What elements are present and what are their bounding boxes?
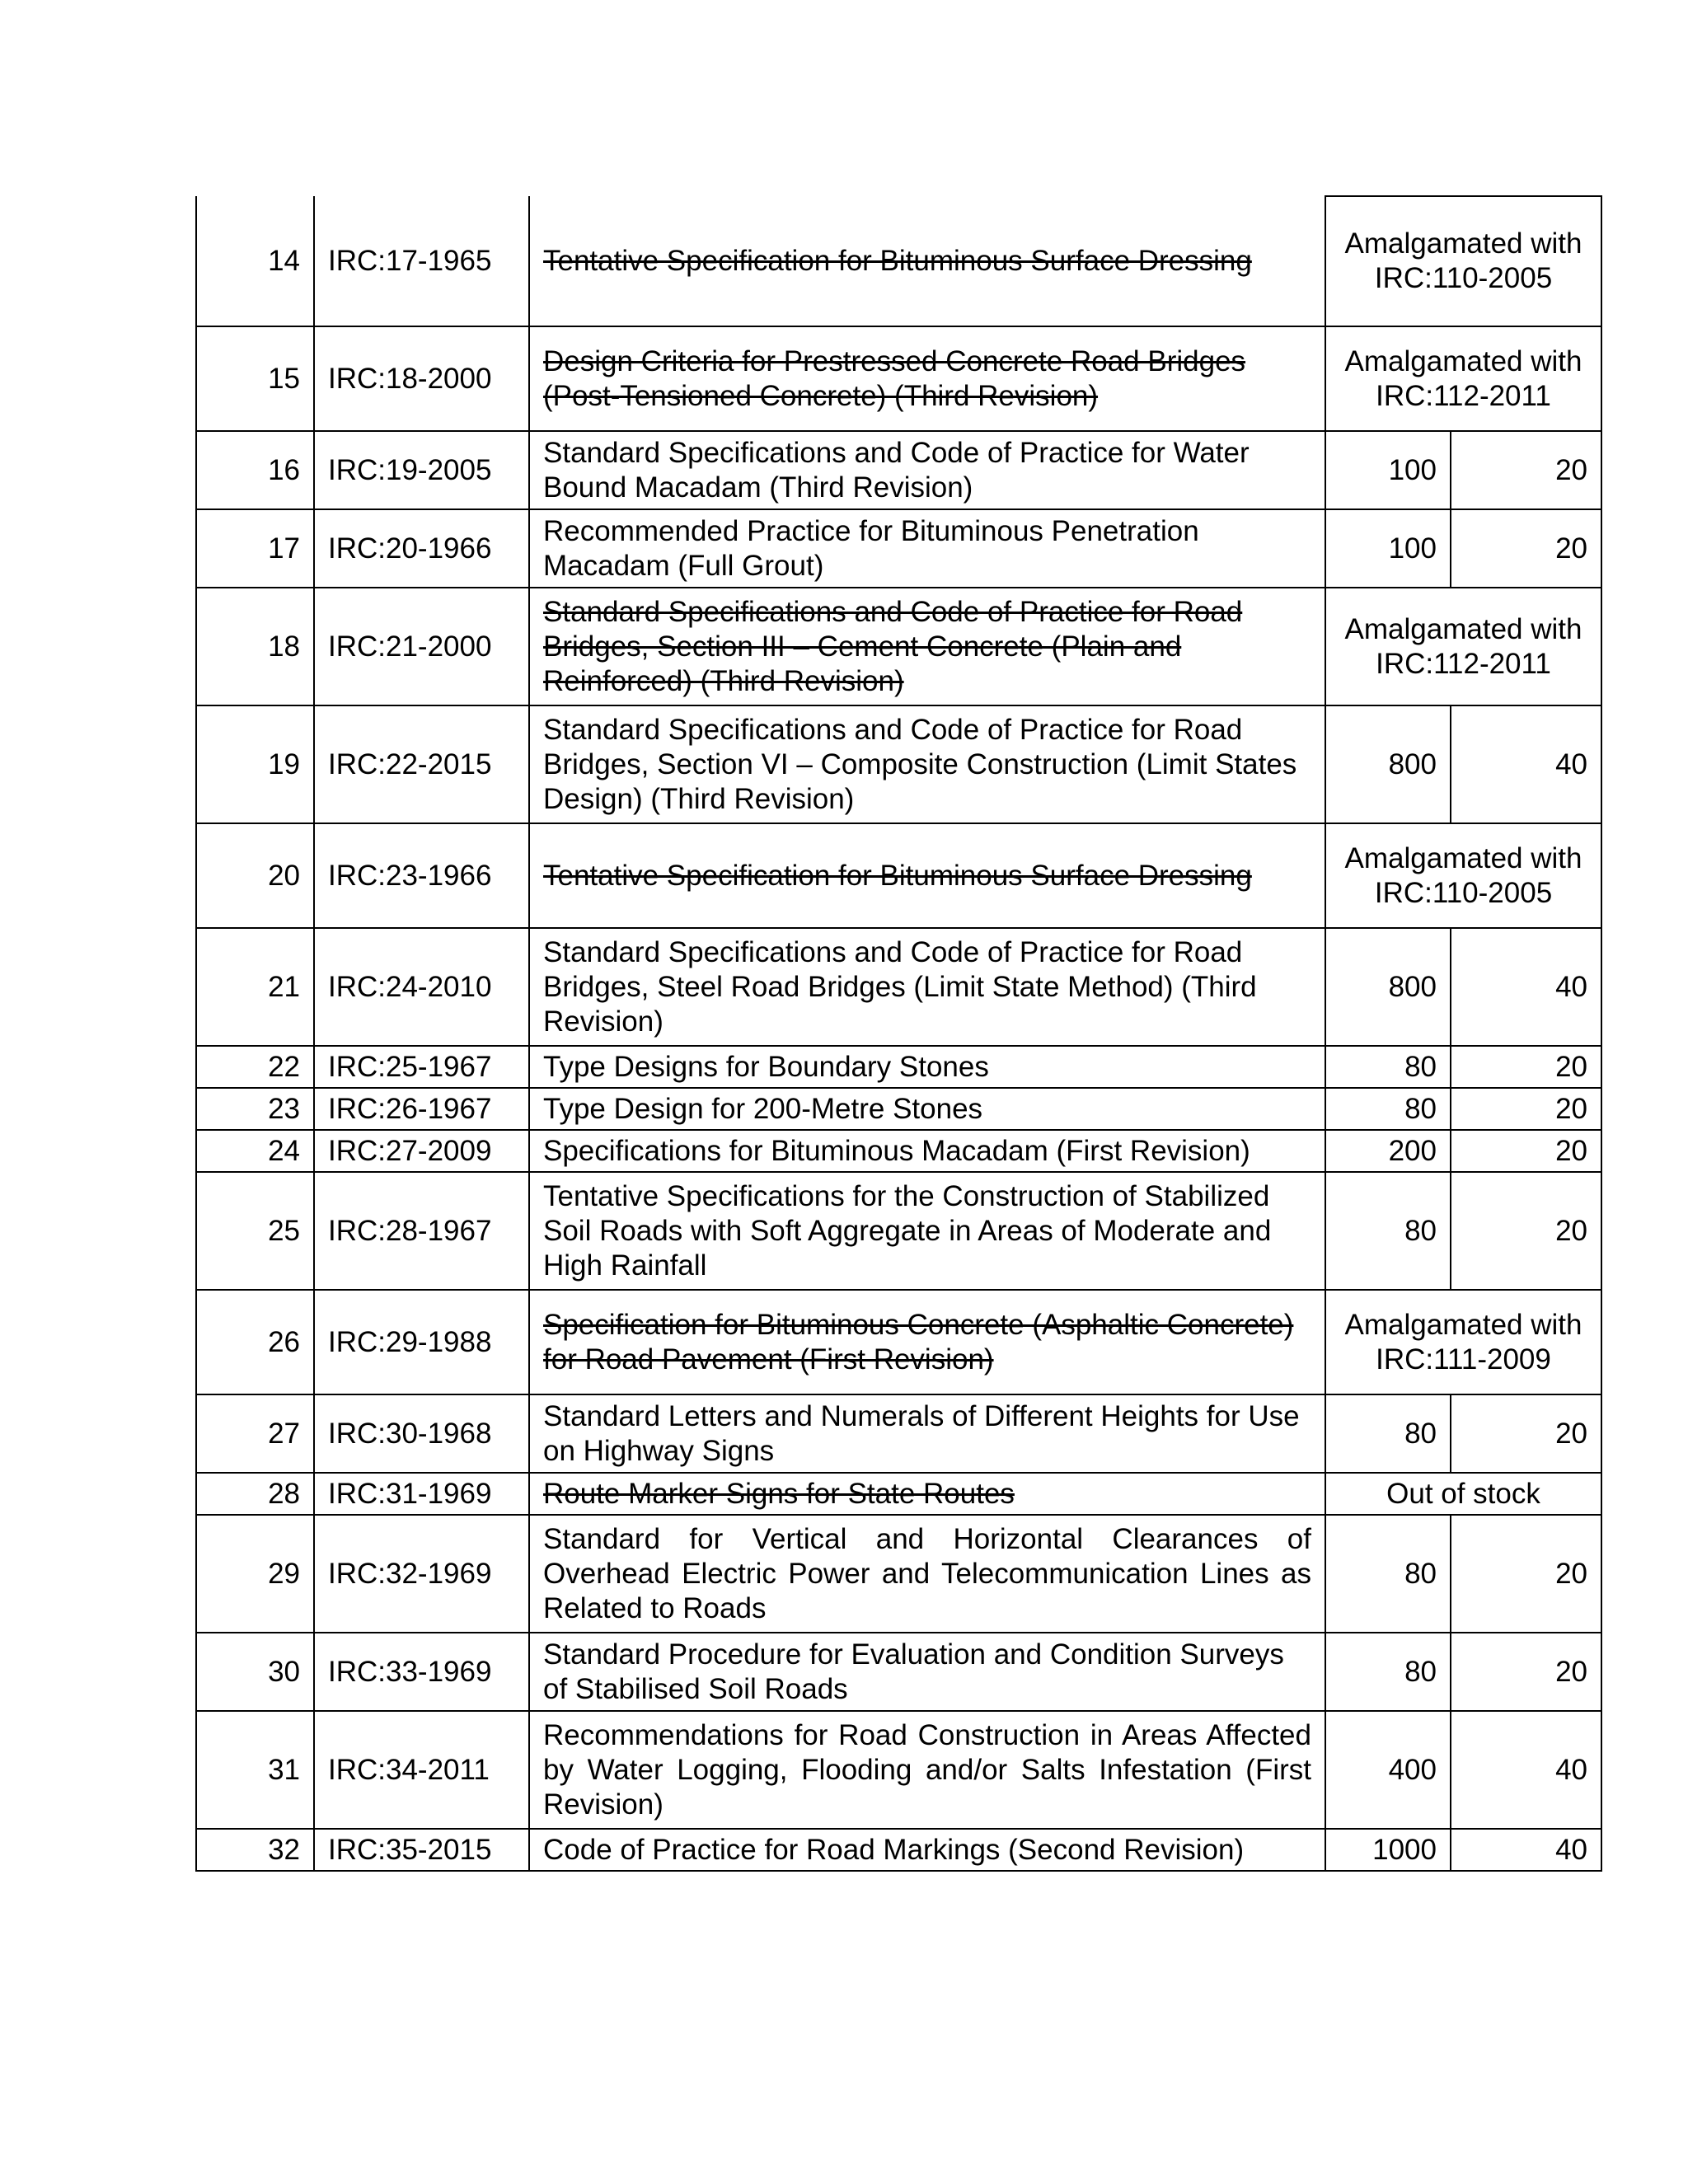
irc-code: IRC:31-1969 [314, 1473, 529, 1515]
publication-title: Recommendations for Road Construction in Areas Affected by Water Logging, Flooding and/or Salts Infestation (First Revision) [529, 1711, 1325, 1829]
postage-cell: 40 [1451, 1711, 1601, 1829]
irc-code: IRC:21-2000 [314, 588, 529, 705]
serial-number: 20 [196, 823, 314, 928]
postage-cell: 20 [1451, 431, 1601, 509]
publication-title: Design Criteria for Prestressed Concrete Road Bridges (Post-Tensioned Concrete) (Third Revision) [529, 326, 1325, 431]
postage-cell: 20 [1451, 1394, 1601, 1473]
serial-number: 31 [196, 1711, 314, 1829]
price-cell: 800 [1325, 928, 1451, 1046]
publication-title: Route Marker Signs for State Routes [529, 1473, 1325, 1515]
table-row [196, 509, 1601, 588]
price-cell: 100 [1325, 431, 1451, 509]
serial-number: 17 [196, 509, 314, 588]
table-row [196, 705, 1601, 823]
serial-number: 16 [196, 431, 314, 509]
table-row [196, 1829, 1601, 1871]
price-cell: 80 [1325, 1515, 1451, 1633]
publication-title: Standard Procedure for Evaluation and Condition Surveys of Stabilised Soil Roads [529, 1633, 1325, 1711]
price-cell: 1000 [1325, 1829, 1451, 1871]
irc-code: IRC:35-2015 [314, 1829, 529, 1871]
publications-table [195, 195, 1602, 1872]
table-row [196, 823, 1601, 928]
postage-cell: 20 [1451, 1130, 1601, 1172]
serial-number: 25 [196, 1172, 314, 1290]
irc-code: IRC:34-2011 [314, 1711, 529, 1829]
postage-cell: 20 [1451, 1515, 1601, 1633]
table-row [196, 196, 1601, 326]
table-row [196, 326, 1601, 431]
irc-code: IRC:32-1969 [314, 1515, 529, 1633]
publication-title: Tentative Specification for Bituminous Surface Dressing [529, 823, 1325, 928]
irc-code: IRC:30-1968 [314, 1394, 529, 1473]
table-row [196, 1130, 1601, 1172]
irc-code: IRC:22-2015 [314, 705, 529, 823]
serial-number: 22 [196, 1046, 314, 1088]
publication-title: Standard for Vertical and Horizontal Clearances of Overhead Electric Power and Telecommunication Lines as Related to Roads [529, 1515, 1325, 1633]
table-row [196, 1515, 1601, 1633]
serial-number: 18 [196, 588, 314, 705]
publication-title: Type Designs for Boundary Stones [529, 1046, 1325, 1088]
serial-number: 28 [196, 1473, 314, 1515]
table-row [196, 1394, 1601, 1473]
serial-number: 19 [196, 705, 314, 823]
irc-code: IRC:28-1967 [314, 1172, 529, 1290]
irc-code: IRC:20-1966 [314, 509, 529, 588]
serial-number: 26 [196, 1290, 314, 1394]
publication-title: Standard Letters and Numerals of Different Heights for Use on Highway Signs [529, 1394, 1325, 1473]
publication-title: Tentative Specifications for the Construction of Stabilized Soil Roads with Soft Aggregate in Areas of Moderate and High Rainfall [529, 1172, 1325, 1290]
serial-number: 32 [196, 1829, 314, 1871]
price-cell: 80 [1325, 1046, 1451, 1088]
postage-cell: 40 [1451, 928, 1601, 1046]
table-row [196, 1088, 1601, 1130]
table-row [196, 1172, 1601, 1290]
publication-title: Standard Specifications and Code of Practice for Road Bridges, Section VI – Composite Construction (Limit States Design) (Third Revision) [529, 705, 1325, 823]
publication-title: Recommended Practice for Bituminous Penetration Macadam (Full Grout) [529, 509, 1325, 588]
publication-title: Code of Practice for Road Markings (Second Revision) [529, 1829, 1325, 1871]
irc-code: IRC:18-2000 [314, 326, 529, 431]
postage-cell: 20 [1451, 1046, 1601, 1088]
price-cell: 800 [1325, 705, 1451, 823]
serial-number: 30 [196, 1633, 314, 1711]
postage-cell: 40 [1451, 1829, 1601, 1871]
publication-title: Standard Specifications and Code of Practice for Road Bridges, Steel Road Bridges (Limit State Method) (Third Revision) [529, 928, 1325, 1046]
publication-title: Standard Specifications and Code of Practice for Road Bridges, Section III – Cement Concrete (Plain and Reinforced) (Third Revision) [529, 588, 1325, 705]
table-row [196, 1290, 1601, 1394]
price-cell: 100 [1325, 509, 1451, 588]
serial-number: 14 [196, 196, 314, 326]
table-row [196, 928, 1601, 1046]
irc-code: IRC:23-1966 [314, 823, 529, 928]
table-row [196, 431, 1601, 509]
price-cell: 80 [1325, 1394, 1451, 1473]
serial-number: 29 [196, 1515, 314, 1633]
price-cell: 80 [1325, 1088, 1451, 1130]
irc-code: IRC:17-1965 [314, 196, 529, 326]
postage-cell: 20 [1451, 1088, 1601, 1130]
table-row [196, 1046, 1601, 1088]
table-row [196, 1633, 1601, 1711]
serial-number: 24 [196, 1130, 314, 1172]
status-cell: Out of stock [1325, 1473, 1601, 1515]
status-cell: Amalgamated with IRC:112-2011 [1325, 326, 1601, 431]
serial-number: 15 [196, 326, 314, 431]
irc-code: IRC:19-2005 [314, 431, 529, 509]
table-row [196, 588, 1601, 705]
irc-code: IRC:24-2010 [314, 928, 529, 1046]
postage-cell: 20 [1451, 1633, 1601, 1711]
table-row [196, 1473, 1601, 1515]
irc-code: IRC:29-1988 [314, 1290, 529, 1394]
irc-code: IRC:27-2009 [314, 1130, 529, 1172]
price-cell: 200 [1325, 1130, 1451, 1172]
status-cell: Amalgamated with IRC:111-2009 [1325, 1290, 1601, 1394]
publication-title: Standard Specifications and Code of Practice for Water Bound Macadam (Third Revision) [529, 431, 1325, 509]
price-cell: 400 [1325, 1711, 1451, 1829]
price-cell: 80 [1325, 1172, 1451, 1290]
postage-cell: 20 [1451, 509, 1601, 588]
irc-code: IRC:26-1967 [314, 1088, 529, 1130]
status-cell: Amalgamated with IRC:110-2005 [1325, 823, 1601, 928]
price-cell: 80 [1325, 1633, 1451, 1711]
status-cell: Amalgamated with IRC:112-2011 [1325, 588, 1601, 705]
serial-number: 21 [196, 928, 314, 1046]
publication-title: Type Design for 200-Metre Stones [529, 1088, 1325, 1130]
postage-cell: 40 [1451, 705, 1601, 823]
publication-title: Tentative Specification for Bituminous Surface Dressing [529, 196, 1325, 326]
serial-number: 27 [196, 1394, 314, 1473]
table-row [196, 1711, 1601, 1829]
publication-title: Specification for Bituminous Concrete (Asphaltic Concrete) for Road Pavement (First Revision) [529, 1290, 1325, 1394]
status-cell: Amalgamated with IRC:110-2005 [1325, 196, 1601, 326]
publication-title: Specifications for Bituminous Macadam (First Revision) [529, 1130, 1325, 1172]
postage-cell: 20 [1451, 1172, 1601, 1290]
irc-code: IRC:33-1969 [314, 1633, 529, 1711]
serial-number: 23 [196, 1088, 314, 1130]
irc-code: IRC:25-1967 [314, 1046, 529, 1088]
